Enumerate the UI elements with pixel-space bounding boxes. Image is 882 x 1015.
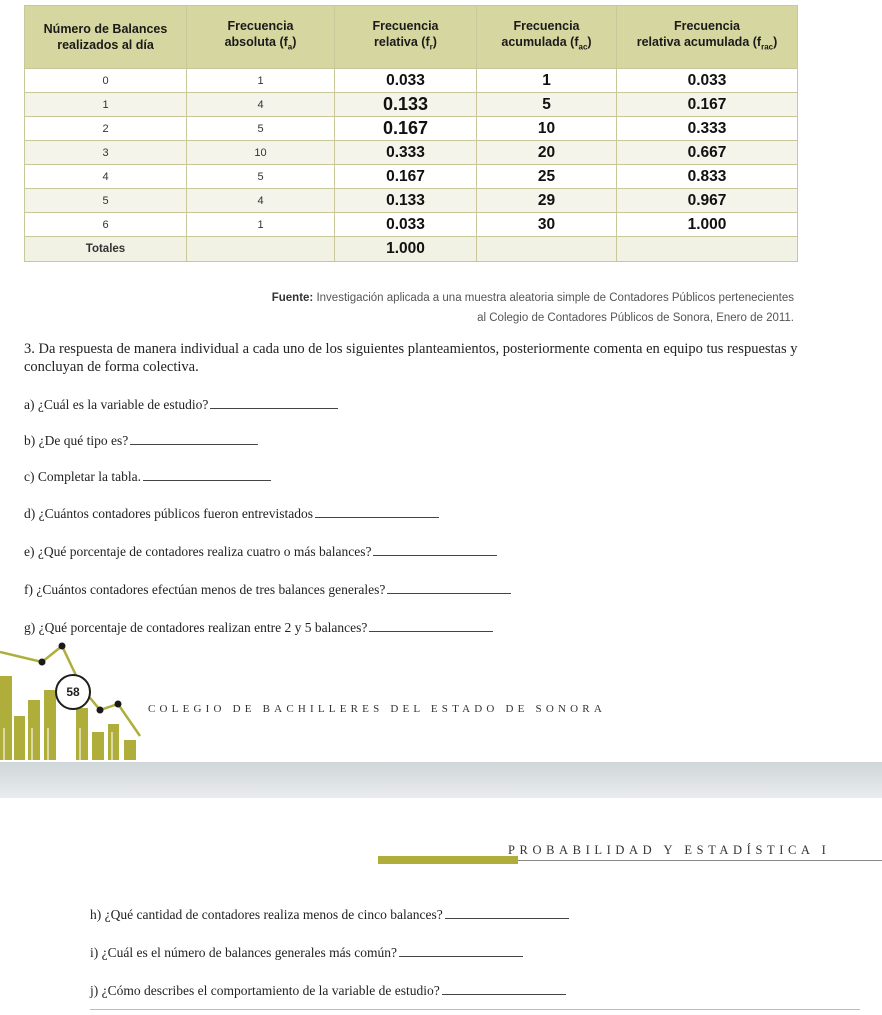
- header-accent-bar: [378, 856, 518, 864]
- table-cell: [617, 237, 798, 262]
- table-cell: 5: [187, 165, 335, 189]
- table-cell: 1: [187, 69, 335, 93]
- answer-blank[interactable]: [399, 955, 523, 957]
- table-row: [25, 141, 798, 165]
- table-cell: 0.167: [335, 165, 477, 189]
- header-freq-rel-acumulada: Frecuencia relativa acumulada $(f_{rac})$: [617, 6, 798, 69]
- table-cell: 20: [477, 141, 617, 165]
- table-row: [25, 117, 798, 141]
- table-cell: [187, 237, 335, 262]
- exercise-intro: 3. Da respuesta de manera individual a cada uno de los siguientes planteamientos, posteriormente comenta en equipo tus respuestas y concluyan de forma colectiva.: [24, 341, 798, 375]
- header-num-balances: Número de Balances realizados al día: [25, 6, 187, 69]
- bottom-rule: [90, 1009, 860, 1010]
- table-totals-row: [25, 237, 798, 262]
- answer-blank[interactable]: [373, 554, 497, 556]
- header-freq-acumulada: Frecuencia acumulada $(f_{ac})$: [477, 6, 617, 69]
- totals-relative: 1.000: [335, 237, 477, 262]
- header-freq-absoluta: Frecuencia absoluta $(f_a)$: [187, 6, 335, 69]
- table-cell: 0.133: [335, 189, 477, 213]
- question-f: f) ¿Cuántos contadores efectúan menos de tres balances generales?: [24, 582, 511, 598]
- table-cell: 0.833: [617, 165, 798, 189]
- table-cell: 30: [477, 213, 617, 237]
- header-freq-relativa: Frecuencia relativa $(f_r)$: [335, 6, 477, 69]
- table-cell: 6: [25, 213, 187, 237]
- table-cell: 0.667: [617, 141, 798, 165]
- question-h: h) ¿Qué cantidad de contadores realiza menos de cinco balances?: [90, 907, 569, 923]
- question-b: b) ¿De qué tipo es?: [24, 433, 258, 449]
- school-name: COLEGIO DE BACHILLERES DEL ESTADO DE SONORA: [148, 703, 606, 715]
- table-cell: 4: [187, 189, 335, 213]
- table-row: [25, 93, 798, 117]
- answer-blank[interactable]: [387, 592, 511, 594]
- page-number-badge: 58: [55, 674, 91, 710]
- table-cell: 5: [477, 93, 617, 117]
- table-cell: 1: [187, 213, 335, 237]
- subject-title: PROBABILIDAD Y ESTADÍSTICA I: [508, 843, 831, 857]
- page-divider-strip: [0, 762, 882, 798]
- answer-blank[interactable]: [130, 443, 258, 445]
- table-cell: 10: [477, 117, 617, 141]
- question-i: i) ¿Cuál es el número de balances generales más común?: [90, 945, 523, 961]
- table-cell: 5: [187, 117, 335, 141]
- header-rule: [518, 860, 882, 861]
- table-cell: 3: [25, 141, 187, 165]
- answer-blank[interactable]: [315, 516, 439, 518]
- table-row: [25, 69, 798, 93]
- table-row: [25, 189, 798, 213]
- answer-blank[interactable]: [369, 630, 493, 632]
- question-c: c) Completar la tabla.: [24, 469, 271, 485]
- table-cell: 0.967: [617, 189, 798, 213]
- table-cell: [477, 237, 617, 262]
- table-cell: 0.033: [335, 69, 477, 93]
- table-cell: 0.133: [335, 93, 477, 117]
- answer-blank[interactable]: [210, 407, 338, 409]
- table-row: [25, 213, 798, 237]
- table-cell: 1: [25, 93, 187, 117]
- table-source: Fuente: Investigación aplicada a una muestra aleatoria simple de Contadores Públicos pertenecientes al Colegio de Contadores Públicos de Sonora, Enero de 2011.: [271, 292, 794, 324]
- answer-blank[interactable]: [445, 917, 569, 919]
- frequency-table: [24, 5, 798, 262]
- table-cell: 1.000: [617, 213, 798, 237]
- table-cell: 0.033: [617, 69, 798, 93]
- answer-blank[interactable]: [442, 993, 566, 995]
- table-cell: 0.333: [617, 117, 798, 141]
- totals-label: Totales: [25, 237, 187, 262]
- table-cell: 0.167: [335, 117, 477, 141]
- table-cell: 1: [477, 69, 617, 93]
- table-cell: 4: [25, 165, 187, 189]
- question-j: j) ¿Cómo describes el comportamiento de la variable de estudio?: [90, 983, 566, 999]
- question-e: e) ¿Qué porcentaje de contadores realiza cuatro o más balances?: [24, 544, 497, 560]
- table-cell: 0.333: [335, 141, 477, 165]
- table-cell: 2: [25, 117, 187, 141]
- question-g: g) ¿Qué porcentaje de contadores realizan entre 2 y 5 balances?: [24, 620, 493, 636]
- table-cell: 5: [25, 189, 187, 213]
- table-cell: 4: [187, 93, 335, 117]
- table-cell: 29: [477, 189, 617, 213]
- table-cell: 0.033: [335, 213, 477, 237]
- table-row: [25, 165, 798, 189]
- question-d: d) ¿Cuántos contadores públicos fueron entrevistados: [24, 506, 439, 522]
- table-cell: 0: [25, 69, 187, 93]
- question-a: a) ¿Cuál es la variable de estudio?: [24, 397, 338, 413]
- table-cell: 10: [187, 141, 335, 165]
- table-cell: 0.167: [617, 93, 798, 117]
- table-header-row: [25, 6, 798, 69]
- table-cell: 25: [477, 165, 617, 189]
- answer-blank[interactable]: [143, 479, 271, 481]
